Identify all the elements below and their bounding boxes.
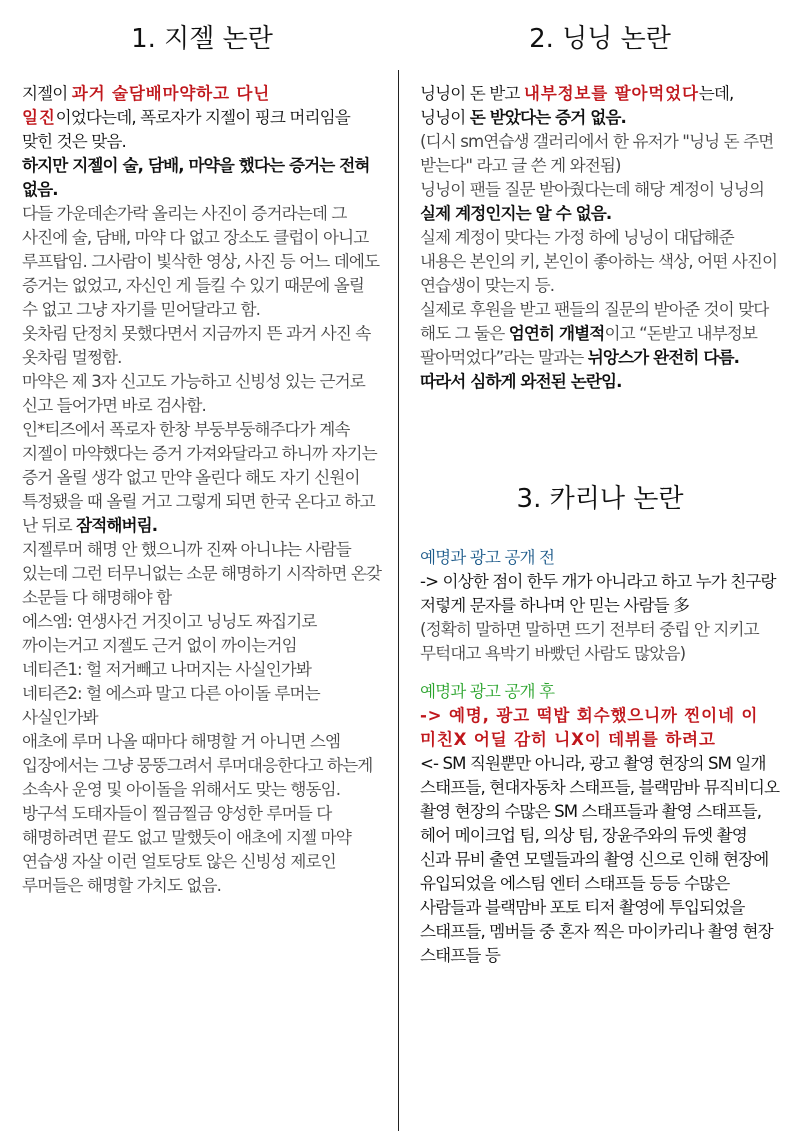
emphasis: 실제 계정인지는 알 수 없음. — [420, 204, 612, 223]
highlight-red: 내부정보를 팔아먹었다 — [523, 84, 699, 103]
paragraph: (정확히 말하면 말하면 뜨기 전부터 중립 안 지키고 무턱대고 욕박기 바빴던 사람도 많았음) — [420, 620, 759, 663]
paragraph: 애초에 루머 나올 때마다 해명할 거 아니면 스엠 입장에서는 그냥 뭉뚱그려서 루머대응한다고 하는게 소속사 운영 및 아이돌을 위해서도 맞는 행동임. 방구석 도태자들이 찔금찔금 양성한 루머들 다 해명하려면 끝도 없고 말했듯이 애초에 지젤 마약 연습생 자살 이런 얼토당토 않은 신빙성 제로인 루머들은 해명할 가치도 없음. — [22, 732, 373, 895]
paragraph: 마약은 제 3자 신고도 가능하고 신빙성 있는 근거로 신고 들어가면 바로 검사함. — [22, 372, 365, 415]
ningning-claim — [420, 82, 780, 130]
ningning-body — [420, 82, 780, 394]
emphasis: 돈 받았다는 증거 없음. — [469, 108, 626, 127]
text-run: 지젤이 — [22, 84, 72, 103]
column-divider — [398, 70, 399, 1131]
giselle-claim — [22, 82, 382, 154]
text-run: 닝닝이 팬들 질문 받아줬다는데 해당 계정이 닝닝의 — [420, 180, 764, 199]
paragraph: -> 이상한 점이 한두 개가 아니라고 하고 누가 친구랑 저렇게 문자를 하나며 안 믿는 사람들 多 — [420, 572, 776, 615]
giselle-body — [22, 82, 382, 898]
subheading-before: 예명과 광고 공개 전 — [420, 548, 555, 567]
paragraph: 지젤루머 해명 안 했으니까 진짜 아니냐는 사람들 있는데 그런 터무니없는 소문 해명하기 시작하면 온갖 소문들 다 해명해야 함 — [22, 540, 382, 607]
paragraph: 네티즌2: 헐 에스파 말고 다른 아이돌 루머는 사실인가봐 — [22, 684, 320, 727]
karina-body — [420, 546, 780, 968]
text-run: 이었다는데, 폭로자가 지젤이 핑크 머리임을 맞힌 것은 맞음. — [22, 108, 350, 151]
paragraph: 옷차림 단정치 못했다면서 지금까지 뜬 과거 사진 속 옷차림 멀쩡함. — [22, 324, 371, 367]
paragraph — [420, 298, 780, 370]
section-heading-giselle: 1. 지젤 논란 — [131, 24, 273, 54]
subheading-after: 예명과 광고 공개 후 — [420, 682, 555, 701]
text-run: 실제로 후원을 받고 팬들의 질문의 받아준 것이 맞다 해도 그 둘은 — [420, 300, 769, 343]
highlight-red: 과거 술담배마약하고 다닌 일진 — [22, 84, 271, 127]
emphasis: 엄연히 개별적 — [508, 324, 605, 343]
text-run: 는데, 닝닝이 — [420, 84, 734, 127]
emphasis: 잠적해버림. — [76, 516, 158, 535]
paragraph — [420, 178, 780, 226]
paragraph — [22, 418, 382, 538]
paragraph: 에스엠: 연생사건 거짓이고 닝닝도 짜집기로 까이는거고 지젤도 근거 없이 까이는거임 — [22, 612, 317, 655]
section-heading-karina: 3. 카리나 논란 — [516, 484, 684, 514]
text-run: 닝닝이 돈 받고 — [420, 84, 524, 103]
paragraph: <- SM 직원뿐만 아니라, 광고 촬영 현장의 SM 일개 스태프들, 현대자동차 스태프들, 블랙맘바 뮤직비디오 촬영 현장의 수많은 SM 스태프들과 촬영 스태프들, 헤어 메이크업 팀, 의상 팀, 장윤주와의 듀엣 촬영 신과 뮤비 출연 모델들과의 촬영 신으로 인해 현장에 유입되었을 에스팀 엔터 스태프들 등등 수많은 사람들과 블랙맘바 포토 티저 촬영에 투입되었을 스태프들, 멤버들 중 혼자 찍은 마이카리나 촬영 현장 스태프들 등 — [420, 754, 780, 965]
ningning-conclusion: 따라서 심하게 와전된 논란임. — [420, 372, 622, 391]
paragraph: 네티즌1: 헐 저거빼고 나머지는 사실인가봐 — [22, 660, 312, 679]
highlight-red: -> 예명, 광고 떡밥 회수했으니까 찐이네 이 미친X 어딜 감히 니X이 데뷔를 하려고 — [420, 706, 759, 749]
giselle-no-evidence: 하지만 지젤이 술, 담배, 마약을 했다는 증거는 전혀 없음. — [22, 156, 370, 199]
section-heading-ningning: 2. 닝닝 논란 — [529, 24, 671, 54]
paragraph: (디시 sm연습생 갤러리에서 한 유저가 "닝닝 돈 주면 받는다" 라고 글 쓴 게 와전됨) — [420, 132, 774, 175]
text-run: 인*티즈에서 폭로자 한창 부둥부둥해주다가 계속 지젤이 마약했다는 증거 가져와달라고 하니까 자기는 증거 올릴 생각 없고 만약 올린다 해도 자기 신원이 특정됐을 때 올릴 거고 그렇게 되면 한국 온다고 하고 난 뒤로 — [22, 420, 377, 535]
paragraph: 실제 계정이 맞다는 가정 하에 닝닝이 대답해준 내용은 본인의 키, 본인이 좋아하는 색상, 어떤 사진이 연습생이 맞는지 등. — [420, 228, 778, 295]
emphasis: 뉘앙스가 완전히 다름. — [587, 348, 740, 367]
text-run: 이고 “돈받고 내부정보 팔아먹었다”라는 말과는 — [420, 324, 758, 367]
paragraph: 다들 가운데손가락 올리는 사진이 증거라는데 그 사진에 술, 담배, 마약 다 없고 장소도 클럽이 아니고 루프탑임. 그사람이 빛삭한 영상, 사진 등 어느 데에도 증거는 없었고, 자신인 게 들킬 수 있기 때문에 올릴 수 없고 그냥 자기를 믿어달라고 함. — [22, 204, 380, 319]
